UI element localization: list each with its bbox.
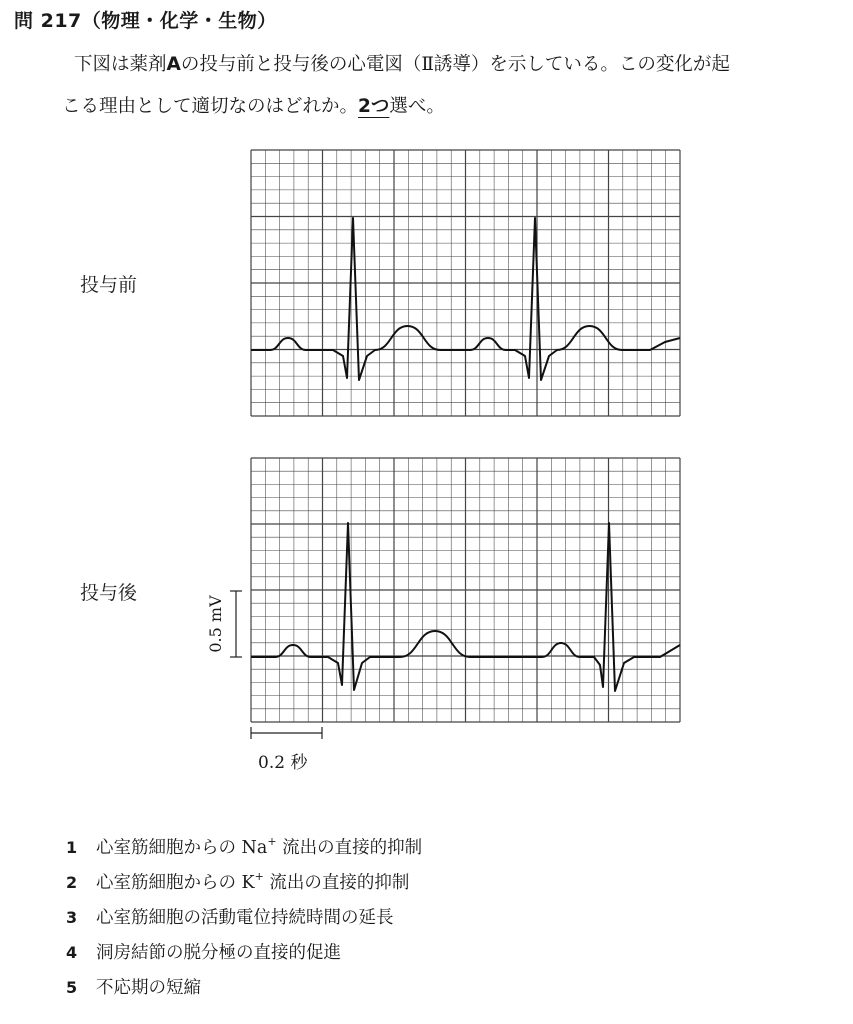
answer-options: [66, 824, 422, 999]
voltage-scale-bar: [230, 591, 242, 657]
time-scale-bar: [251, 727, 322, 739]
time-scale-label: 0.2 秒: [258, 753, 308, 773]
drug-name: A: [166, 54, 181, 75]
label-after-dose: 投与後: [80, 582, 138, 604]
option-text: 心室筋細胞からの Na: [96, 838, 268, 858]
option-number: 3: [66, 908, 78, 927]
option-superscript: +: [254, 870, 264, 883]
option-text-tail: 流出の直接的抑制: [263, 873, 410, 893]
label-before-dose: 投与前: [80, 274, 138, 296]
voltage-scale-label: 0.5 mV: [206, 595, 225, 653]
option-4[interactable]: [66, 929, 422, 964]
option-5[interactable]: [66, 964, 422, 999]
option-superscript: +: [267, 835, 277, 848]
option-number: 1: [66, 838, 78, 857]
option-text: 心室筋細胞からの K: [96, 873, 255, 893]
ecg-grid-before: [251, 150, 680, 416]
answer-count: 2つ: [358, 96, 390, 117]
stem-line-2b: 選べ。: [389, 96, 445, 117]
option-text: 洞房結節の脱分極の直接的促進: [96, 943, 341, 963]
option-text: 心室筋細胞の活動電位持続時間の延長: [96, 908, 394, 928]
option-3[interactable]: [66, 894, 422, 929]
option-2[interactable]: [66, 859, 422, 894]
option-text: 不応期の短縮: [96, 978, 201, 998]
option-number: 2: [66, 873, 78, 892]
option-number: 4: [66, 943, 78, 962]
stem-line-1b: の投与前と投与後の心電図（Ⅱ誘導）を示している。この変化が起: [180, 54, 730, 75]
option-1[interactable]: [66, 824, 422, 859]
option-number: 5: [66, 978, 78, 997]
stem-line-2a: こる理由として適切なのはどれか。: [62, 96, 359, 117]
question-title: 問 217（物理・化学・生物）: [14, 10, 277, 32]
stem-line-1a: 下図は薬剤: [74, 54, 167, 75]
option-text-tail: 流出の直接的抑制: [276, 838, 423, 858]
